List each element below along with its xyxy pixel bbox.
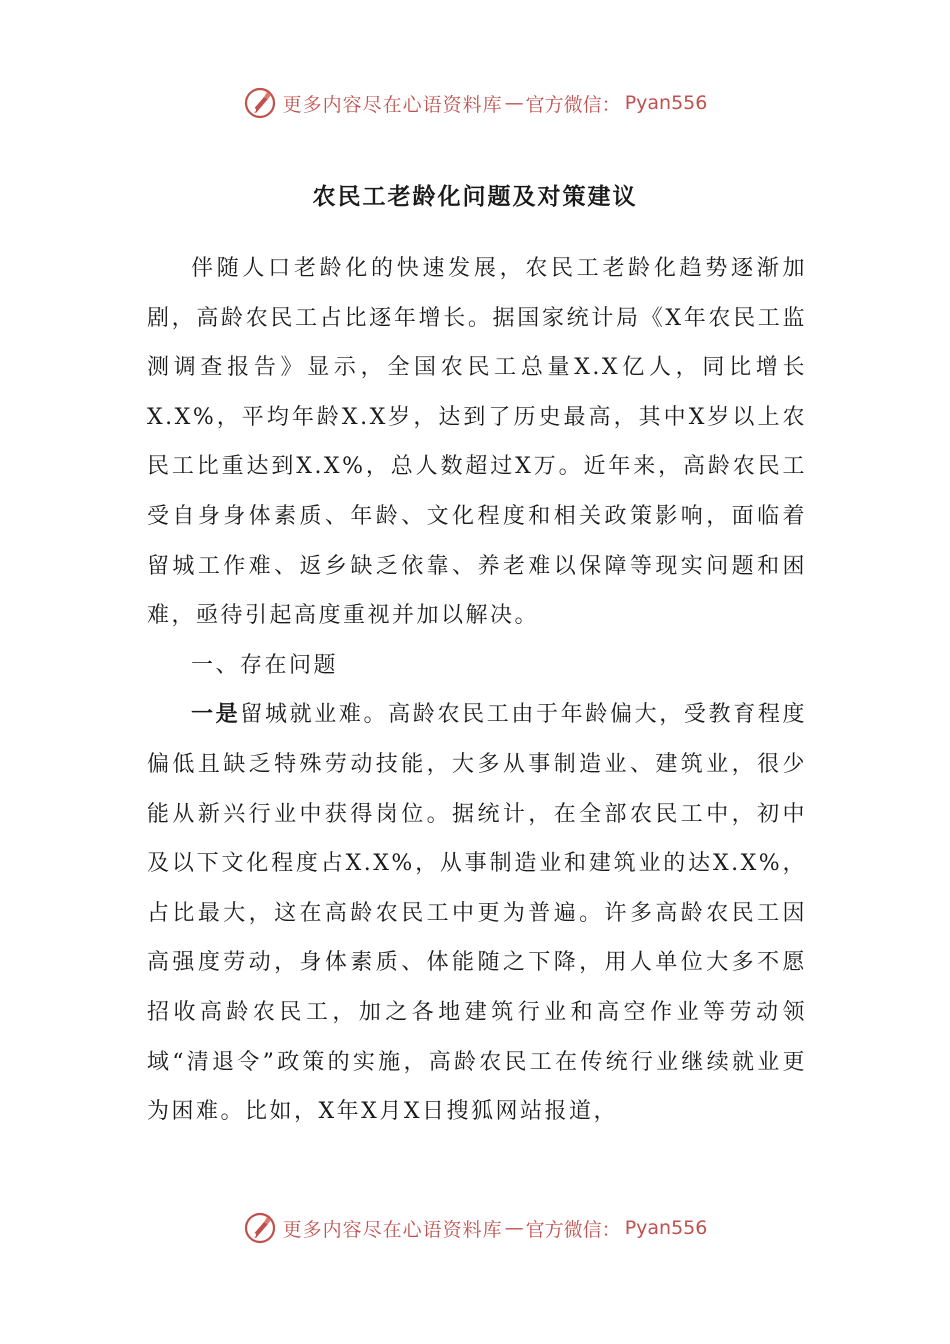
watermark-dash: — xyxy=(504,1217,524,1239)
point-1-paragraph xyxy=(147,690,807,1136)
section-heading: 一、存在问题 xyxy=(191,652,339,678)
watermark-text: 更多内容尽在心语资料库 xyxy=(282,93,503,116)
pen-nib-logo-icon xyxy=(243,86,277,120)
point-1-body: 留城就业难。高龄农民工由于年龄偏大，受教育程度偏低且缺乏特殊劳动技能，大多从事制造业、建筑业，很少能从新兴行业中获得岗位。据统计，在全部农民工中，初中及以下文化程度占X.X%，从事制造业和建筑业的达X.X%，占比最大，这在高龄农民工中更为普遍。许多高龄农民工因高强度劳动，身体素质、体能随之下降，用人单位大多不愿招收高龄农民工，加之各地建筑行业和高空作业等劳动领域“清退令”政策的实施，高龄农民工在传统行业继续就业更为困难。比如，X年X月X日搜狐网站报道， xyxy=(147,702,807,1125)
point-1-lead: 一是 xyxy=(191,701,241,728)
watermark-dash: — xyxy=(504,92,524,114)
document-title: 农民工老龄化问题及对策建议 xyxy=(312,183,638,210)
intro-paragraph: 伴随人口老龄化的快速发展，农民工老龄化趋势逐渐加剧，高龄农民工占比逐年增长。据国家统计局《X年农民工监测调查报告》显示，全国农民工总量X.X亿人，同比增长X.X%，平均年龄X.X岁，达到了历史最高，其中X岁以上农民工比重达到X.X%，总人数超过X万。近年来，高龄农民工受自身身体素质、年龄、文化程度和相关政策影响，面临着留城工作难、返乡缺乏依靠、养老难以保障等现实问题和困难，亟待引起高度重视并加以解决。 xyxy=(147,256,807,629)
watermark-wechat-id: Pyan556 xyxy=(624,92,708,114)
watermark-text: 更多内容尽在心语资料库 xyxy=(282,1218,503,1241)
header-watermark xyxy=(0,83,950,123)
watermark-wechat-id: Pyan556 xyxy=(624,1217,708,1239)
pen-nib-logo-icon xyxy=(243,1211,277,1245)
watermark-wechat-label: 官方微信： xyxy=(525,1218,621,1241)
document-body xyxy=(147,244,807,1137)
watermark-wechat-label: 官方微信： xyxy=(525,93,621,116)
footer-watermark xyxy=(0,1208,950,1248)
